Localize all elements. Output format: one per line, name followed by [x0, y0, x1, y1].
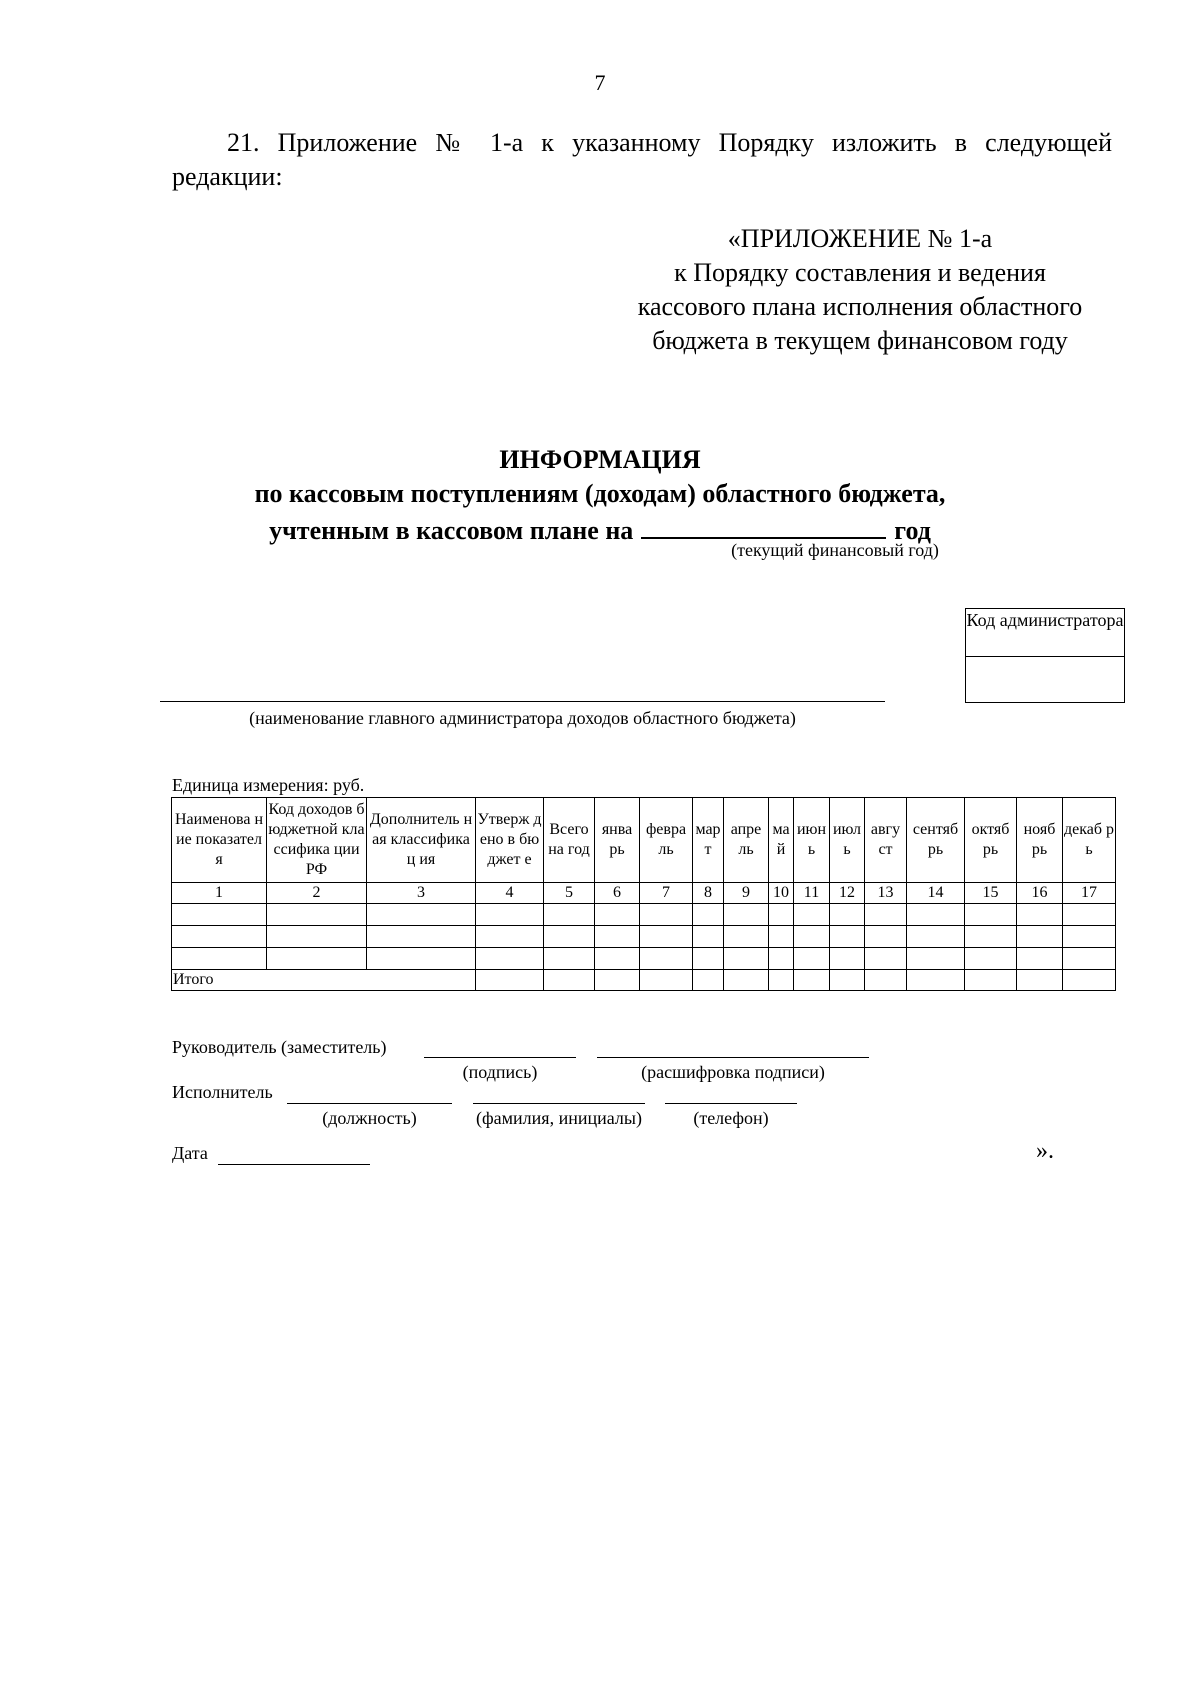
- table-cell: [693, 926, 724, 948]
- appendix-line-4: бюджета в текущем финансовом году: [652, 326, 1068, 355]
- table-cell: [965, 948, 1017, 970]
- table-cell: [724, 948, 769, 970]
- table-cell: [965, 926, 1017, 948]
- total-cell: [1063, 970, 1116, 991]
- table-cell: [544, 926, 595, 948]
- table-cell: [367, 948, 476, 970]
- header-cell: Всего на год: [544, 798, 595, 883]
- header-cell: февра ль: [640, 798, 693, 883]
- closing-quote: ».: [1036, 1138, 1054, 1164]
- table-cell: [172, 926, 267, 948]
- header-cell: июл ь: [830, 798, 865, 883]
- head-signature-field[interactable]: [424, 1057, 576, 1058]
- table-cell: [907, 926, 965, 948]
- table-cell: [830, 948, 865, 970]
- header-cell: Дополнитель ная классификац ия: [367, 798, 476, 883]
- phone-hint: (телефон): [693, 1108, 769, 1128]
- revenue-table: [171, 797, 1116, 991]
- position-hint: (должность): [322, 1108, 417, 1128]
- header-cell: ма й: [769, 798, 794, 883]
- appendix-line-2: к Порядку составления и ведения: [674, 258, 1046, 287]
- table-cell: [267, 926, 367, 948]
- table-cell: [595, 926, 640, 948]
- title-line-3-start: учтенным в кассовом плане на: [269, 516, 634, 545]
- signature-hint: (подпись): [462, 1062, 538, 1082]
- table-cell: [172, 904, 267, 926]
- decoding-hint: (расшифровка подписи): [641, 1062, 825, 1082]
- executor-position-field[interactable]: [287, 1103, 452, 1104]
- year-field[interactable]: [641, 511, 886, 539]
- table-cell: [794, 948, 830, 970]
- appendix-header: [600, 222, 1120, 358]
- appendix-line-3: кассового плана исполнения областного: [637, 292, 1083, 321]
- executor-phone-field[interactable]: [665, 1103, 797, 1104]
- column-number: 10: [769, 883, 794, 904]
- column-number: 17: [1063, 883, 1116, 904]
- header-cell: июн ь: [794, 798, 830, 883]
- header-cell: Утверж дено в бюджет е: [476, 798, 544, 883]
- table-cell: [907, 948, 965, 970]
- table-cell: [476, 926, 544, 948]
- total-cell: [693, 970, 724, 991]
- header-cell: нояб рь: [1017, 798, 1063, 883]
- table-cell: [640, 948, 693, 970]
- column-number: 16: [1017, 883, 1063, 904]
- header-cell: Наименова ние показателя: [172, 798, 267, 883]
- total-cell: [965, 970, 1017, 991]
- administrator-code-value[interactable]: [966, 657, 1124, 703]
- table-cell: [640, 904, 693, 926]
- total-cell: [640, 970, 693, 991]
- column-number: 14: [907, 883, 965, 904]
- table-header-row: [172, 798, 1116, 883]
- column-number: 7: [640, 883, 693, 904]
- table-cell: [830, 904, 865, 926]
- executor-name-field[interactable]: [473, 1103, 645, 1104]
- column-number: 15: [965, 883, 1017, 904]
- column-number-row: [172, 883, 1116, 904]
- table-row[interactable]: [172, 904, 1116, 926]
- table-cell: [693, 948, 724, 970]
- table-cell: [267, 948, 367, 970]
- table-cell: [476, 948, 544, 970]
- table-cell: [865, 926, 907, 948]
- administrator-name-field[interactable]: [160, 701, 885, 702]
- table-cell: [595, 948, 640, 970]
- column-number: 12: [830, 883, 865, 904]
- table-cell: [1063, 948, 1116, 970]
- table-cell: [1063, 904, 1116, 926]
- header-cell: декаб рь: [1063, 798, 1116, 883]
- table-cell: [1017, 904, 1063, 926]
- column-number: 2: [267, 883, 367, 904]
- document-title: [0, 443, 1200, 548]
- table-cell: [595, 904, 640, 926]
- administrator-name-hint: (наименование главного администратора доходов областного бюджета): [249, 708, 796, 728]
- year-hint: (текущий финансовый год): [731, 540, 939, 560]
- table-cell: [544, 948, 595, 970]
- table-cell: [865, 904, 907, 926]
- column-number: 6: [595, 883, 640, 904]
- column-number: 9: [724, 883, 769, 904]
- page-number: 7: [594, 70, 606, 95]
- total-cell: [724, 970, 769, 991]
- header-cell: октяб рь: [965, 798, 1017, 883]
- units-label: Единица измерения: руб.: [172, 775, 365, 795]
- table-cell: [693, 904, 724, 926]
- title-line-3-end: год: [894, 516, 931, 545]
- total-cell: [544, 970, 595, 991]
- column-number: 11: [794, 883, 830, 904]
- total-cell: [769, 970, 794, 991]
- total-cell: [1017, 970, 1063, 991]
- header-cell: Код доходов бюджетной классифика ции РФ: [267, 798, 367, 883]
- table-cell: [830, 926, 865, 948]
- executor-label: Исполнитель: [172, 1082, 273, 1102]
- table-cell: [1063, 926, 1116, 948]
- column-number: 13: [865, 883, 907, 904]
- table-row[interactable]: [172, 926, 1116, 948]
- header-cell: апре ль: [724, 798, 769, 883]
- table-cell: [769, 948, 794, 970]
- administrator-code-label: Код администратора: [966, 609, 1124, 657]
- column-number: 5: [544, 883, 595, 904]
- table-cell: [724, 904, 769, 926]
- table-cell: [172, 948, 267, 970]
- head-name-field[interactable]: [597, 1057, 869, 1058]
- table-cell: [367, 904, 476, 926]
- total-row: [172, 970, 1116, 991]
- table-cell: [794, 904, 830, 926]
- name-hint: (фамилия, инициалы): [476, 1108, 642, 1128]
- header-cell: мар т: [693, 798, 724, 883]
- column-number: 1: [172, 883, 267, 904]
- total-cell: [907, 970, 965, 991]
- total-label: Итого: [172, 970, 476, 991]
- head-label: Руководитель (заместитель): [172, 1037, 387, 1057]
- table-cell: [640, 926, 693, 948]
- header-cell: авгу ст: [865, 798, 907, 883]
- total-cell: [865, 970, 907, 991]
- table-cell: [769, 904, 794, 926]
- table-cell: [1017, 926, 1063, 948]
- header-cell: янва рь: [595, 798, 640, 883]
- total-cell: [595, 970, 640, 991]
- table-cell: [965, 904, 1017, 926]
- title-line-2: по кассовым поступлениям (доходам) областного бюджета,: [254, 479, 946, 508]
- table-cell: [794, 926, 830, 948]
- header-cell: сентяб рь: [907, 798, 965, 883]
- column-number: 3: [367, 883, 476, 904]
- administrator-code-box: [965, 608, 1125, 703]
- date-label: Дата: [172, 1143, 208, 1163]
- date-field[interactable]: [218, 1164, 370, 1165]
- title-line-1: ИНФОРМАЦИЯ: [499, 445, 701, 474]
- table-cell: [907, 904, 965, 926]
- table-row[interactable]: [172, 948, 1116, 970]
- table-cell: [724, 926, 769, 948]
- table-cell: [1017, 948, 1063, 970]
- total-cell: [830, 970, 865, 991]
- table-cell: [476, 904, 544, 926]
- table-cell: [769, 926, 794, 948]
- table-cell: [367, 926, 476, 948]
- intro-paragraph: 21. Приложение № 1-а к указанному Порядку изложить в следующей редакции:: [172, 128, 1112, 191]
- table-cell: [544, 904, 595, 926]
- column-number: 8: [693, 883, 724, 904]
- table-cell: [865, 948, 907, 970]
- total-cell: [794, 970, 830, 991]
- table-cell: [267, 904, 367, 926]
- column-number: 4: [476, 883, 544, 904]
- appendix-line-1: «ПРИЛОЖЕНИЕ № 1-а: [727, 224, 993, 253]
- total-cell: [476, 970, 544, 991]
